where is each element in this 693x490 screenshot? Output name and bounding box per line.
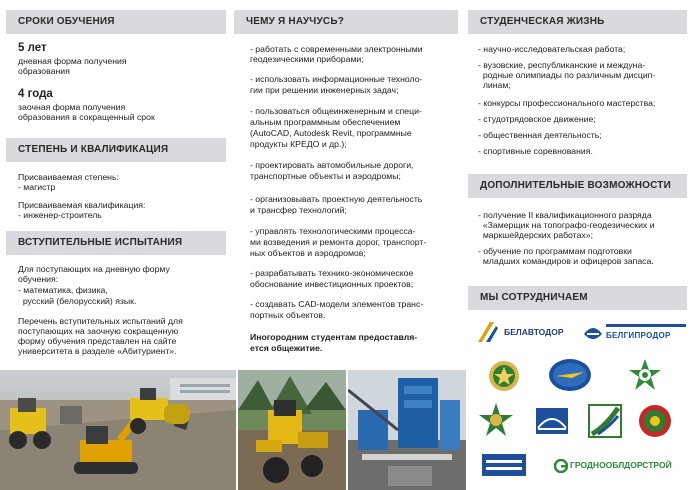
learn-line-1: - работать с современными электронными [250,44,423,54]
student-life-header: СТУДЕНЧЕСКАЯ ЖИЗНЬ [468,10,687,34]
extra-line-3: маркшейдерских работах»; [478,230,593,240]
life-line-1: - научно-исследовательская работа; [478,44,626,54]
term1-years: 5 лет [18,42,47,54]
exams-line2: обучения: [18,274,59,284]
exams-line3: - математика, физика, [18,285,108,295]
learn-line-13: транспортные объекты и аэродромы; [250,171,401,181]
belgiprodor-name: БЕЛГИПРОДОР [606,331,671,340]
degree-label: Присваиваемая степень: [18,172,119,182]
learn-line-2: геодезическими приборами; [250,54,364,64]
learn-line-5: гии при решении инженерных задач; [250,85,399,95]
study-terms-header: СРОКИ ОБУЧЕНИЯ [6,10,226,34]
learn-line-20: ных объектов и аэродромов; [250,248,366,258]
plant-illustration [348,370,466,490]
excavator-illustration [0,370,236,490]
road-emblem-icon [588,404,622,438]
exams-header: ВСТУПИТЕЛЬНЫЕ ИСПЫТАНИЯ [6,231,226,255]
green-gold-emblem-icon [488,360,520,392]
grodno-name: ГРОДНООБЛДОРСТРОЙ [570,460,672,470]
photo-loader-forest [238,370,346,490]
life-line-8: - спортивные соревнования. [478,146,593,156]
military-star-emblem-icon [478,402,514,438]
grodno-mark-icon [554,459,568,473]
degree-value: - магистр [18,182,56,192]
belavtodor-logo [476,320,576,344]
dorm-line1: Иногородним студентам предоставля- [250,332,418,342]
grodnooblldorstroy-logo [554,458,690,474]
belavtodor-mark-icon [476,320,500,344]
partners-header: МЫ СОТРУДНИЧАЕМ [468,286,687,310]
belgiprodor-bar [606,324,686,327]
learn-line-4: - использовать информационные техноло- [250,74,423,84]
learn-line-19: ми возведения и ремонта дорог, транспорт- [250,237,427,247]
photo-excavator-site [0,370,236,490]
photo-asphalt-plant [348,370,466,490]
blue-company-logo-icon [482,454,526,476]
life-line-2: - вузовские, республиканские и междуна- [478,60,646,70]
term2-line1: заочная форма получения [18,102,126,112]
learn-line-7: - пользоваться общеинженерным и специ- [250,106,422,116]
exams-line5: Перечень вступительных испытаний для [18,316,183,326]
life-line-5: - конкурсы профессионального мастерства; [478,98,656,108]
qualification-value: - инженер-строитель [18,210,102,220]
exams-line6: поступающих на заочную сокращенную [18,326,179,336]
term1-line2: образования [18,66,70,76]
learn-line-10: продукты КРЕДО и др.); [250,139,347,149]
life-line-4: линам; [478,80,511,90]
belavtodor-name: БЕЛАВТОДОР [504,327,564,337]
degree-header: СТЕПЕНЬ И КВАЛИФИКАЦИЯ [6,138,226,162]
term2-years: 4 года [18,88,53,100]
learn-line-23: обоснование инвестиционных проектов; [250,279,414,289]
learn-line-8: альным программным обеспечением [250,117,401,127]
extra-line-2: «Замерщик на топографо-геодезических и [478,220,655,230]
extra-line-4: - обучение по программам подготовки [478,246,632,256]
green-star-emblem-icon [628,358,662,392]
loader-illustration [238,370,346,490]
qualification-label: Присваиваемая квалификация: [18,200,146,210]
learn-line-22: - разрабатывать технико-экономическое [250,268,414,278]
learn-line-25: - создавать CAD-модели элементов транс- [250,299,424,309]
learn-line-15: - организовывать проектную деятельность [250,194,423,204]
bridge-emblem-icon [534,404,570,438]
learn-line-16: и трансфер технологий; [250,205,347,215]
belgiprodor-logo [582,320,688,346]
exams-line1: Для поступающих на дневную форму [18,264,170,274]
term1-line1: дневная форма получения [18,56,127,66]
learn-line-18: - управлять технологическими процесса- [250,226,416,236]
extra-line-1: - получение II квалификационного разряда [478,210,652,220]
exams-line8: университета в разделе «Абитуриент». [18,346,177,356]
belgiprodor-mark-icon [582,322,604,344]
life-line-7: - общественная деятельность; [478,130,602,140]
aviation-emblem-icon [548,358,592,392]
shield-emblem-icon [638,404,672,438]
extra-header: ДОПОЛНИТЕЛЬНЫЕ ВОЗМОЖНОСТИ [468,174,687,198]
learn-header: ЧЕМУ Я НАУЧУСЬ? [234,10,458,34]
learn-line-9: (AutoCAD, Autodesk Revit, программные [250,128,412,138]
extra-line-5: младших командиров и офицеров запаса. [478,256,654,266]
learn-line-12: - проектировать автомобильные дороги, [250,160,414,170]
life-line-3: родные олимпиады по различным дисцип- [478,70,656,80]
dorm-line2: ется общежитие. [250,343,323,353]
learn-line-26: портных объектов. [250,310,326,320]
exams-line4: русский (белорусский) язык. [18,296,137,306]
term2-line2: образования в сокращенный срок [18,112,155,122]
exams-line7: форму обучения представлен на сайте [18,336,177,346]
life-line-6: - студотрядовское движение; [478,114,596,124]
